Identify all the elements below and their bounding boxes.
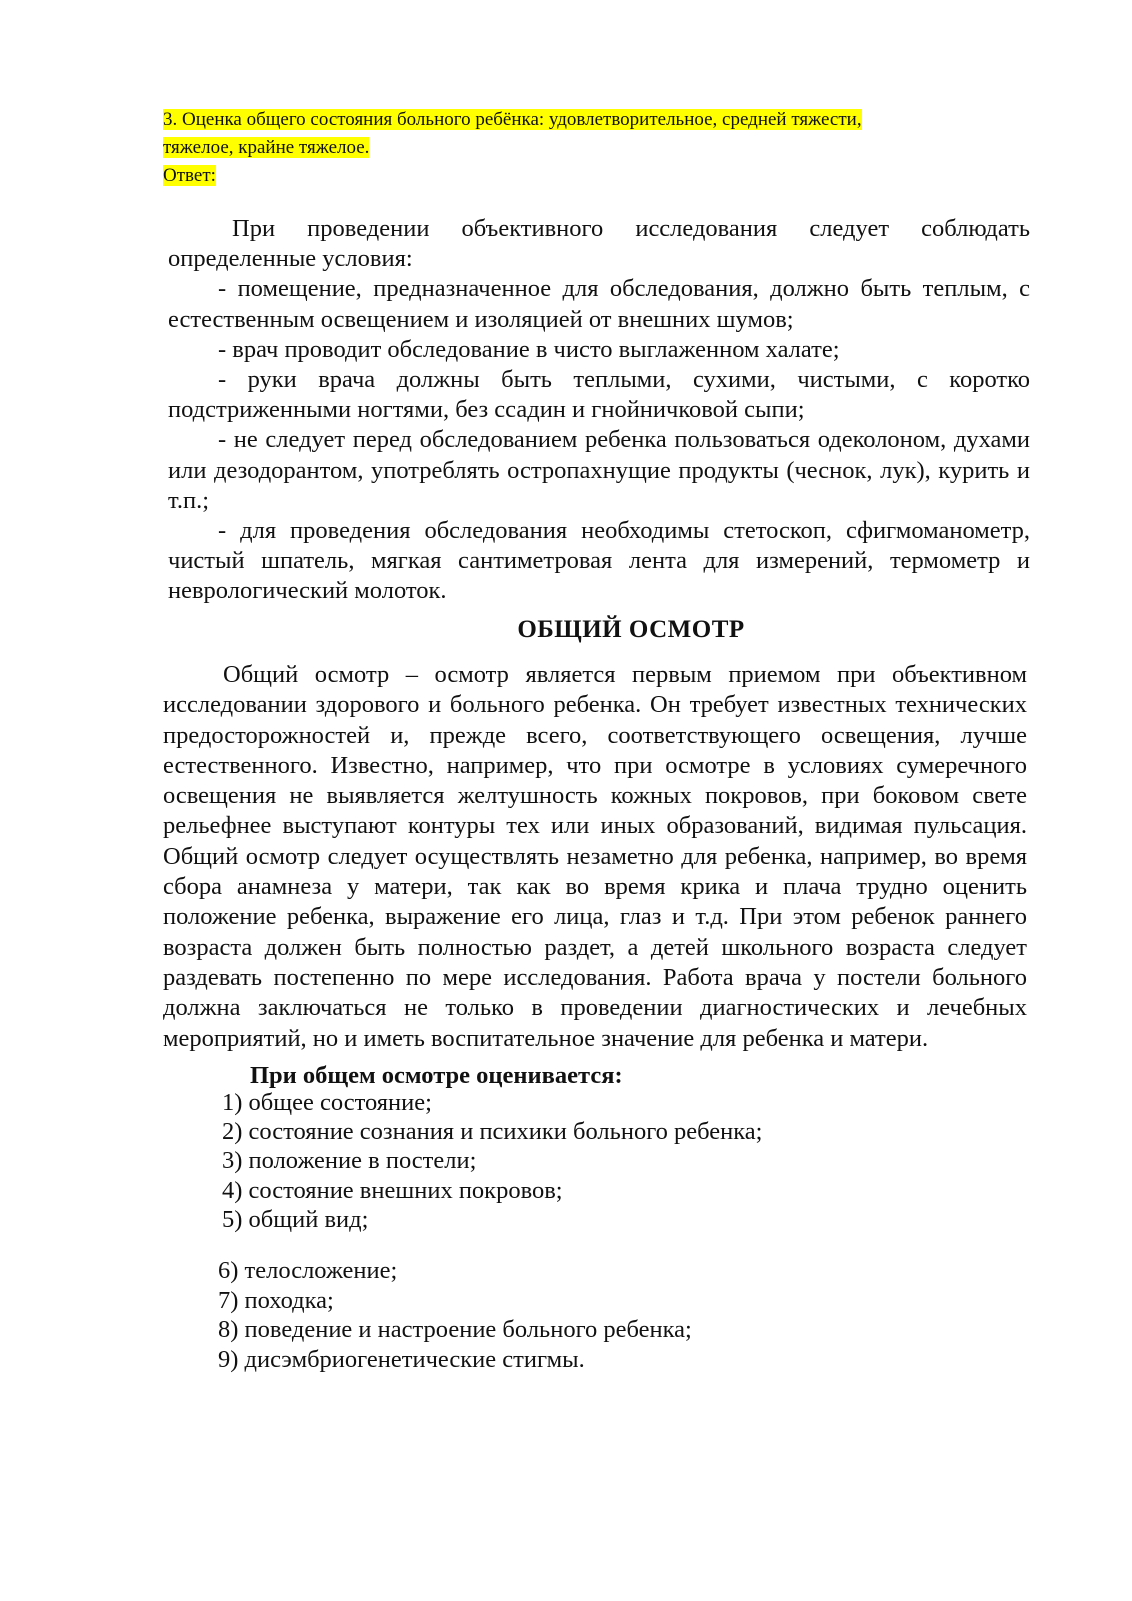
- list-item: 3) положение в постели;: [222, 1147, 477, 1175]
- general-exam-paragraph-block: [163, 660, 1027, 1054]
- list-item: 6) телосложение;: [218, 1257, 398, 1284]
- question-block: [163, 106, 1023, 190]
- list-item: 1) общее состояние;: [222, 1089, 432, 1116]
- condition-item: - для проведения обследования необходимы стетоскоп, сфигмоманометр, чистый шпатель, мягкая сантиметровая лента для измерений, термометр и неврологический молоток.: [168, 517, 1030, 605]
- list-item: 5) общий вид;: [222, 1205, 369, 1233]
- conditions-intro: При проведении объективного исследования следует соблюдать определенные условия:: [168, 215, 1030, 273]
- question-line-1: 3. Оценка общего состояния больного ребёнка: удовлетворительное, средней тяжести,: [163, 109, 862, 130]
- list-item: 4) состояние внешних покровов;: [222, 1176, 563, 1204]
- list-item: 9) дисэмбриогенетические стигмы.: [218, 1345, 585, 1373]
- condition-item: - помещение, предназначенное для обследования, должно быть теплым, с естественным освещением и изоляцией от внешних шумов;: [168, 275, 1030, 333]
- condition-item: - не следует перед обследованием ребенка пользоваться одеколоном, духами или дезодорантом, употреблять остропахнущие продукты (чеснок, лук), курить и т.п.;: [168, 426, 1030, 514]
- answer-label: Ответ:: [163, 165, 216, 186]
- list-item: 7) походка;: [218, 1286, 334, 1314]
- list-item: 8) поведение и настроение больного ребенка;: [218, 1316, 692, 1343]
- assessment-list-part2: [218, 1256, 692, 1374]
- section-title: ОБЩИЙ ОСМОТР: [517, 616, 745, 643]
- conditions-block: [168, 214, 1030, 607]
- question-line-2: тяжелое, крайне тяжелое.: [163, 137, 370, 158]
- general-exam-paragraph: Общий осмотр – осмотр является первым приемом при объективном исследовании здорового и больного ребенка. Он требует известных технических предосторожностей и, прежде всего, соответствующего освещения, лучше естественного. Известно, например, что при осмотре в условиях сумеречного освещения не выявляется желтушность кожных покровов, при боковом свете рельефнее выступают контуры тех или иных образований, видимая пульсация. Общий осмотр следует осуществлять незаметно для ребенка, например, во время сбора анамнеза у матери, так как во время крика и плача трудно оценить положение ребенка, выражение его лица, глаз и т.д. При этом ребенок раннего возраста должен быть полностью раздет, а детей школьного возраста следует раздевать постепенно по мере исследования. Работа врача у постели больного должна заключаться не только в проведении диагностических и лечебных мероприятий, но и иметь воспитательное значение для ребенка и матери.: [163, 661, 1027, 1052]
- assessment-list-part1: [222, 1088, 762, 1234]
- condition-item: - руки врача должны быть теплыми, сухими, чистыми, с коротко подстриженными ногтями, без ссадин и гнойничковой сыпи;: [168, 366, 1030, 424]
- condition-item: - врач проводит обследование в чисто выглаженном халате;: [218, 335, 840, 363]
- assessment-subheading: При общем осмотре оценивается:: [250, 1062, 623, 1089]
- list-item: 2) состояние сознания и психики больного ребенка;: [222, 1118, 763, 1146]
